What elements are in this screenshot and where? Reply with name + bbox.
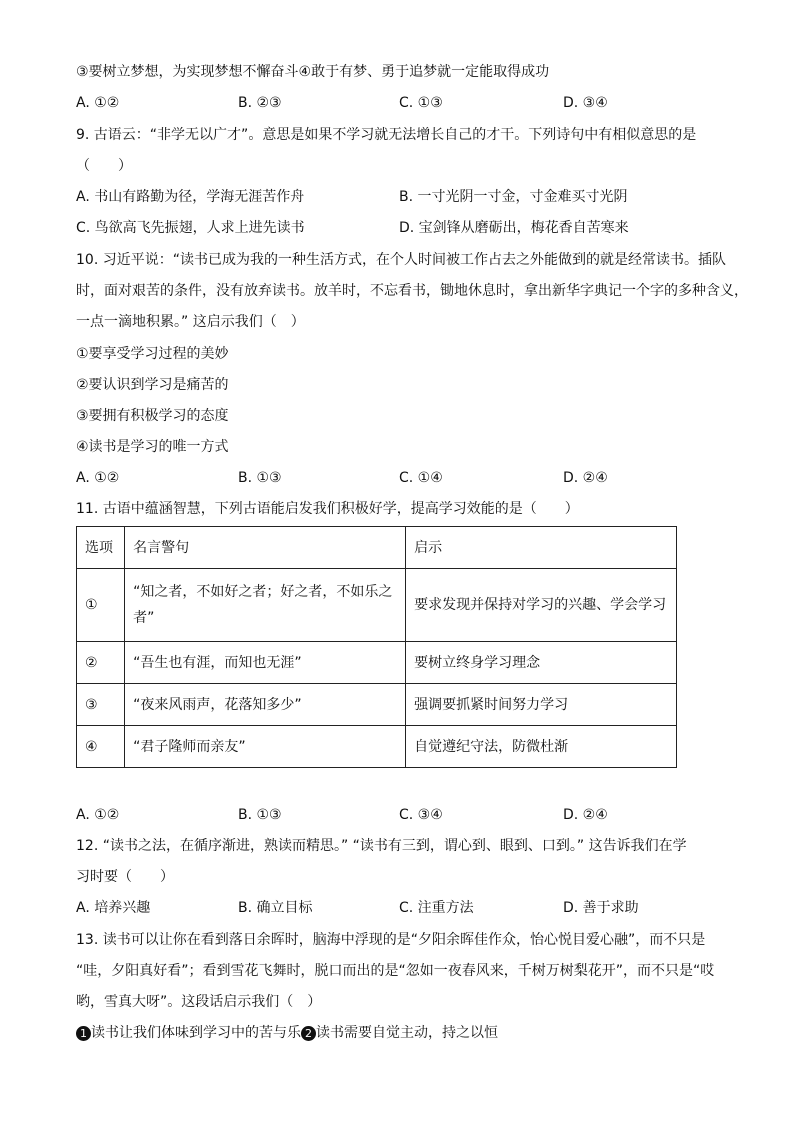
header-quote: 名言警句 bbox=[125, 527, 406, 569]
table-row bbox=[77, 569, 677, 642]
q10-option-b[interactable]: B. ①③ bbox=[238, 470, 282, 486]
row-num: ③ bbox=[77, 684, 125, 726]
row-insight: 要树立终身学习理念 bbox=[406, 642, 677, 684]
q10-option-a[interactable]: A. ①② bbox=[76, 470, 120, 486]
row-num: ② bbox=[77, 642, 125, 684]
row-insight: 自觉遵纪守法，防微杜渐 bbox=[406, 726, 677, 768]
q11-option-a[interactable]: A. ①② bbox=[76, 807, 120, 823]
row-insight: 强调要抓紧时间努力学习 bbox=[406, 684, 677, 726]
q13-stem-line3: 哟，雪真大呀”。这段话启示我们（ ） bbox=[76, 994, 322, 1010]
quote-line: “知之者，不如好之者；好之者，不如乐之 bbox=[133, 584, 393, 600]
q13-statements bbox=[76, 1023, 498, 1043]
q9-options-row-1 bbox=[76, 187, 736, 207]
q13-statement-1: 读书让我们体味到学习中的苦与乐 bbox=[91, 1025, 301, 1041]
q9-option-b[interactable]: B. 一寸光阴一寸金，寸金难买寸光阴 bbox=[399, 189, 628, 205]
options-row-prev bbox=[76, 93, 736, 113]
circled-number-1-icon: 1 bbox=[76, 1026, 91, 1041]
q11-option-d[interactable]: D. ②④ bbox=[563, 807, 608, 823]
q10-options-row bbox=[76, 468, 736, 488]
q12-option-b[interactable]: B. 确立目标 bbox=[238, 900, 313, 916]
q12-option-a[interactable]: A. 培养兴趣 bbox=[76, 900, 151, 916]
q12-option-c[interactable]: C. 注重方法 bbox=[399, 900, 474, 916]
q9-options-row-2 bbox=[76, 218, 736, 238]
header-option: 选项 bbox=[77, 527, 125, 569]
q10-statement-1: ①要享受学习过程的美妙 bbox=[76, 346, 229, 362]
q10-option-c[interactable]: C. ①④ bbox=[399, 470, 443, 486]
q12-stem-line1: 12. “读书之法，在循序渐进，熟读而精思。” “读书有三到，谓心到、眼到、口到。” 这告诉我们在学 bbox=[76, 838, 687, 854]
q9-stem-line2: （ ） bbox=[76, 158, 132, 174]
q10-statement-4: ④读书是学习的唯一方式 bbox=[76, 439, 229, 455]
q12-options-row bbox=[76, 898, 736, 918]
q10-stem-line2: 时，面对艰苦的条件，没有放弃读书。放羊时，不忘看书，锄地休息时，拿出新华字典记一个字的多种含义， bbox=[76, 283, 748, 299]
table-row bbox=[77, 642, 677, 684]
q9-option-d[interactable]: D. 宝剑锋从磨砺出，梅花香自苦寒来 bbox=[399, 220, 629, 236]
q10-statement-3: ③要拥有积极学习的态度 bbox=[76, 408, 229, 424]
q13-stem-line2: “哇，夕阳真好看”；看到雪花飞舞时，脱口而出的是“忽如一夜春风来，千树万树梨花开”，而不只是“哎 bbox=[76, 963, 715, 979]
q9-option-a[interactable]: A. 书山有路勤为径，学海无涯苦作舟 bbox=[76, 189, 305, 205]
option-b[interactable]: B. ②③ bbox=[238, 95, 282, 111]
q11-option-b[interactable]: B. ①③ bbox=[238, 807, 282, 823]
row-quote: “君子隆师而亲友” bbox=[125, 726, 406, 768]
table-row bbox=[77, 726, 677, 768]
table-header-row bbox=[77, 527, 677, 569]
q10-option-d[interactable]: D. ②④ bbox=[563, 470, 608, 486]
row-num: ④ bbox=[77, 726, 125, 768]
row-num: ① bbox=[77, 569, 125, 642]
option-c[interactable]: C. ①③ bbox=[399, 95, 443, 111]
option-d[interactable]: D. ③④ bbox=[563, 95, 608, 111]
q11-option-c[interactable]: C. ③④ bbox=[399, 807, 443, 823]
row-quote bbox=[125, 569, 406, 642]
table-row bbox=[77, 684, 677, 726]
q11-stem: 11. 古语中蕴涵智慧，下列古语能启发我们积极好学，提高学习效能的是（ ） bbox=[76, 501, 579, 517]
row-insight: 要求发现并保持对学习的兴趣、学会学习 bbox=[406, 569, 677, 642]
q13-stem-line1: 13. 读书可以让你在看到落日余晖时，脑海中浮现的是“夕阳余晖佳作众，怡心悦目爱心融”，而不只是 bbox=[76, 932, 706, 948]
q9-stem-line1: 9. 古语云：“非学无以广才”。意思是如果不学习就无法增长自己的才干。下列诗句中有相似意思的是 bbox=[76, 127, 697, 143]
q12-stem-line2: 习时要（ ） bbox=[76, 869, 174, 885]
quote-line: 者” bbox=[133, 610, 155, 626]
q11-options-row bbox=[76, 805, 736, 825]
q9-option-c[interactable]: C. 鸟欲高飞先振翅，人求上进先读书 bbox=[76, 220, 305, 236]
row-quote: “吾生也有涯，而知也无涯” bbox=[125, 642, 406, 684]
q10-stem-line1: 10. 习近平说：“读书已成为我的一种生活方式，在个人时间被工作占去之外能做到的就是经常读书。插队 bbox=[76, 252, 726, 268]
option-a[interactable]: A. ①② bbox=[76, 95, 120, 111]
circled-number-2-icon: 2 bbox=[301, 1026, 316, 1041]
q13-statement-2: 读书需要自觉主动，持之以恒 bbox=[316, 1025, 498, 1041]
header-insight: 启示 bbox=[406, 527, 677, 569]
q12-option-d[interactable]: D. 善于求助 bbox=[563, 900, 639, 916]
q11-table bbox=[76, 526, 677, 768]
q10-statement-2: ②要认识到学习是痛苦的 bbox=[76, 377, 229, 393]
row-quote: “夜来风雨声，花落知多少” bbox=[125, 684, 406, 726]
q10-stem-line3: 一点一滴地积累。” 这启示我们（ ） bbox=[76, 314, 305, 330]
statement-3-4: ③要树立梦想，为实现梦想不懈奋斗④敢于有梦、勇于追梦就一定能取得成功 bbox=[76, 64, 550, 80]
